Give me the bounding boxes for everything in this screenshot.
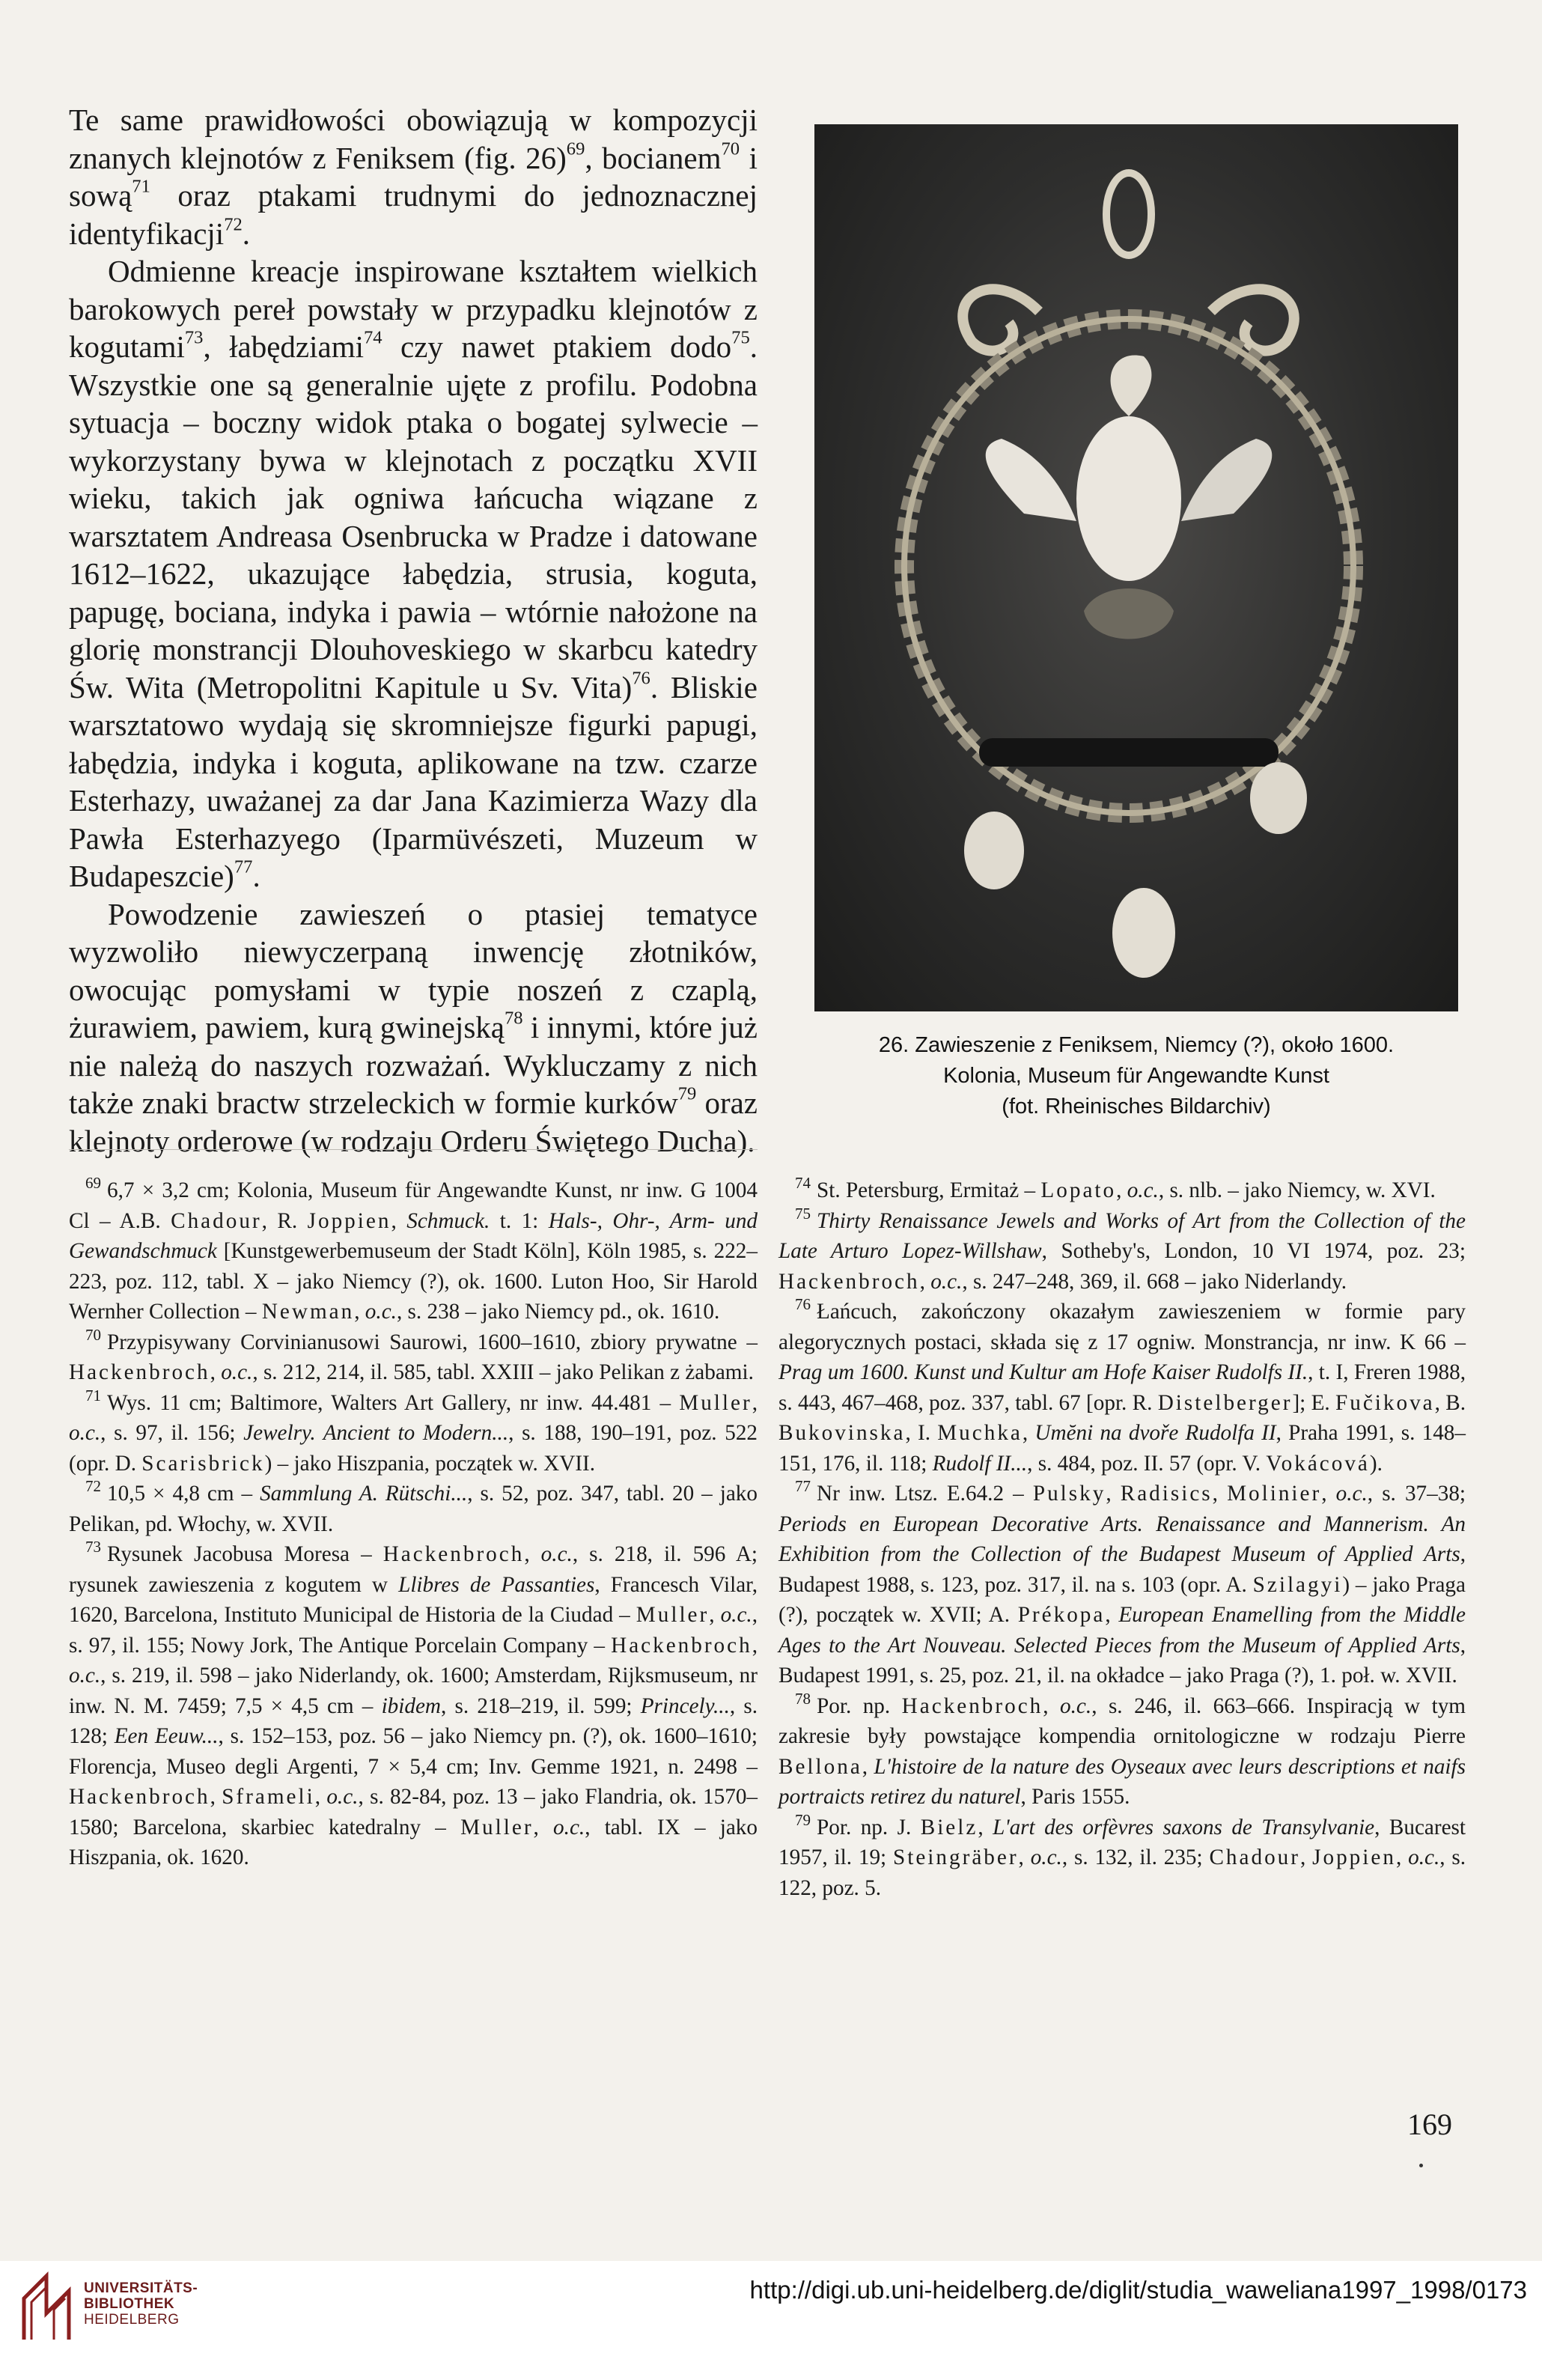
- text-run: , s. 238 – jako Niemcy pd., ok. 1610.: [396, 1300, 720, 1324]
- main-text: [69, 101, 758, 1160]
- text-run: , tabl. IX – jako Hiszpania, ok. 1620.: [69, 1815, 758, 1869]
- author-name: Bielz: [920, 1815, 978, 1839]
- text-run: .: [252, 859, 260, 893]
- footnote-number: 74: [795, 1174, 811, 1193]
- text-run: ).: [1369, 1451, 1383, 1476]
- text-run: , łabędziami: [203, 329, 364, 364]
- text-run: Wys. 11 cm; Baltimore, Walters Art Gallery, nr inw. 44.481 –: [107, 1390, 680, 1415]
- italic-title: L'histoire de la nature des Oyseaux avec leurs descriptions et naifs portraicts retirez du naturel: [778, 1754, 1466, 1809]
- author-name: Bellona: [778, 1754, 862, 1779]
- text-run: ,: [210, 1785, 222, 1809]
- text-run: , R.: [261, 1208, 308, 1233]
- author-name: Hackenbroch: [611, 1633, 752, 1658]
- text-run: 10,5 × 4,8 cm –: [107, 1482, 260, 1506]
- text-run: t. 1:: [490, 1208, 549, 1233]
- footnote-number: 79: [795, 1810, 811, 1829]
- author-name: Scarisbrick: [141, 1451, 265, 1476]
- library-name: [84, 2280, 198, 2328]
- author-name: Muller: [636, 1603, 710, 1627]
- italic-title: Schmuck.: [406, 1208, 490, 1233]
- text-run: ,: [978, 1815, 993, 1839]
- italic-title: o.c.: [1127, 1178, 1159, 1202]
- footnote: [778, 1206, 1466, 1297]
- footnotes-right-column: [778, 1175, 1466, 1903]
- page-number: 169: [1407, 2107, 1452, 2141]
- footnote: [778, 1691, 1466, 1813]
- footnote-number: 70: [85, 1325, 102, 1344]
- italic-title: o.c.: [1030, 1845, 1062, 1869]
- italic-title: Princely...: [640, 1693, 730, 1718]
- text-run: .: [242, 216, 251, 251]
- author-name: Fučikova: [1335, 1390, 1435, 1415]
- italic-title: o.c.: [1335, 1482, 1368, 1506]
- italic-title: o.c.: [930, 1269, 963, 1294]
- footnote-number: 75: [795, 1204, 811, 1223]
- text-run: Przypisywany Corvinianusowi Saurowi, 1600–1610, zbiory prywatne –: [107, 1330, 758, 1354]
- author-name: Sframeli: [222, 1785, 315, 1809]
- footnote: [778, 1175, 1466, 1206]
- italic-title: European Enamelling from the Middle Ages to the Art Nouveau. Selected Pieces from the Museum of Applied Arts: [778, 1603, 1466, 1658]
- text-run: Nr inw. Ltsz. E.64.2 –: [817, 1482, 1033, 1506]
- caption-line-3: (fot. Rheinisches Bildarchiv): [1002, 1095, 1271, 1119]
- text-run: Por. np.: [817, 1693, 902, 1718]
- footnote: [69, 1327, 758, 1388]
- figure-caption: [814, 1030, 1458, 1122]
- text-run: Łańcuch, zakończony okazałym zawieszeniem w formie pary alegorycznych postaci, składa się z 17 ogniw. Monstrancja, nr inw. K 66 –: [778, 1300, 1466, 1354]
- italic-title: Een Eeuw...: [114, 1724, 219, 1748]
- footnote-number: 73: [85, 1538, 102, 1556]
- text-run: ,: [1106, 1482, 1121, 1506]
- author-name: Steingräber: [893, 1845, 1019, 1869]
- author-name: Szilagyi: [1252, 1572, 1343, 1597]
- author-name: Chadour: [171, 1208, 262, 1233]
- text-run: , Francesch Vilar, 1620, Barcelona, Instituto Municipal de Historia de la Ciudad –: [69, 1572, 758, 1627]
- author-name: Vokácová: [1266, 1451, 1370, 1476]
- footnote-reference: 73: [184, 327, 204, 348]
- author-name: Hackenbroch: [69, 1785, 210, 1809]
- footnote-number: 69: [85, 1174, 102, 1193]
- italic-title: L'art des orfèvres saxons de Transylvanie: [993, 1815, 1375, 1839]
- italic-title: o.c.: [326, 1785, 359, 1809]
- text-run: i sową: [69, 140, 758, 213]
- text-run: ) – jako Praga (?), początek w. XVII; A.: [778, 1572, 1466, 1627]
- text-run: Powodzenie zawieszeń o ptasiej tematyce wyzwoliło niewyczerpaną inwencję złotników, owocując pomysłami w typie noszeń z czaplą, żurawiem, pawiem, kurą gwinejską: [69, 896, 758, 1044]
- text-run: ,: [752, 1390, 758, 1415]
- text-run: , s. 218–219, il. 599;: [441, 1693, 641, 1718]
- text-run: , s. 152–153, poz. 56 – jako Niemcy pn. (?), ok. 1600–1610; Florencja, Museo degli Argenti, 7 × 5,4 cm; Inv. Gemme 1921, n. 2498 –: [69, 1724, 758, 1779]
- text-run: , s. 52, poz. 347, tabl. 20 – jako Pelikan, pd. Włochy, w. XVII.: [69, 1482, 758, 1536]
- italic-title: Rudolf II...: [932, 1451, 1028, 1476]
- text-run: , Bucarest 1957, il. 19;: [778, 1815, 1466, 1869]
- phoenix-pendant-image: [814, 124, 1458, 1011]
- italic-title: ibidem: [381, 1693, 442, 1718]
- text-run: ,: [1395, 1845, 1409, 1869]
- footnote-number: 71: [85, 1386, 102, 1404]
- footnote-number: 77: [795, 1477, 811, 1496]
- source-url-link[interactable]: http://digi.ub.uni-heidelberg.de/diglit/studia_waweliana1997_1998/0173: [749, 2276, 1527, 2304]
- italic-title: Prag um 1600. Kunst und Kultur am Hofe Kaiser Rudolfs II.: [778, 1360, 1308, 1384]
- text-run: , bocianem: [585, 140, 722, 175]
- footnote-reference: 77: [234, 856, 253, 877]
- author-name: Joppien: [307, 1208, 391, 1233]
- text-run: St. Petersburg, Ermitaż –: [817, 1178, 1041, 1202]
- author-name: Muller: [460, 1815, 534, 1839]
- footnote-reference: 71: [132, 176, 150, 197]
- university-library-logo-icon: [16, 2268, 75, 2343]
- text-run: , s. 218, il. 596 A; rysunek zawieszenia z kogutem w: [69, 1542, 758, 1597]
- text-run: ,: [1022, 1421, 1035, 1445]
- text-run: oraz ptakami trudnymi do jednoznacznej identyfikacji: [69, 178, 758, 251]
- text-run: ]; E.: [1292, 1390, 1336, 1415]
- footnote-reference: 74: [364, 327, 383, 348]
- text-run: ,: [1321, 1482, 1336, 1506]
- author-name: Distelberger: [1157, 1390, 1293, 1415]
- text-run: , s. nlb. – jako Niemcy, w. XVI.: [1158, 1178, 1436, 1202]
- footnote-reference: 76: [632, 668, 650, 689]
- text-run: Odmienne kreacje inspirowane kształtem wielkich barokowych pereł powstały w przypadku klejnotów z kogutami: [69, 254, 758, 364]
- text-run: ,: [391, 1208, 407, 1233]
- text-run: , s. 97, il. 155; Nowy Jork, The Antique Porcelain Company –: [69, 1603, 758, 1658]
- text-run: , I.: [905, 1421, 938, 1445]
- text-run: czy nawet ptakiem dodo: [382, 329, 732, 364]
- text-run: , s. 132, il. 235;: [1061, 1845, 1210, 1869]
- text-run: , s. 128;: [69, 1693, 758, 1748]
- text-run: ,: [1300, 1845, 1313, 1869]
- text-run: ,: [1043, 1693, 1061, 1718]
- italic-title: o.c.: [69, 1421, 101, 1445]
- text-run: ,: [1105, 1603, 1119, 1627]
- library-name-line-3: HEIDELBERG: [84, 2312, 180, 2328]
- author-name: Joppien: [1312, 1845, 1396, 1869]
- author-name: Muller: [679, 1390, 752, 1415]
- text-run: ,: [1018, 1845, 1031, 1869]
- italic-title: Sammlung A. Rütschi...: [260, 1482, 468, 1506]
- footnote-number: 78: [795, 1689, 811, 1708]
- text-run: , s. 82-84, poz. 13 – jako Flandria, ok. 1570–1580; Barcelona, skarbiec katedralny –: [69, 1785, 758, 1839]
- footnote: [69, 1479, 758, 1539]
- footnote-number: 76: [795, 1295, 811, 1314]
- text-run: , Praha 1991, s. 148–151, 176, il. 118;: [778, 1421, 1466, 1476]
- footnote-reference: 75: [731, 327, 750, 348]
- page-dot: [1419, 2164, 1423, 2167]
- caption-line-1: 26. Zawieszenie z Feniksem, Niemcy (?), około 1600.: [878, 1033, 1395, 1057]
- footnote-reference: 78: [504, 1008, 523, 1029]
- text-run: Rysunek Jacobusa Moresa –: [107, 1542, 383, 1566]
- footnote: [778, 1479, 1466, 1691]
- text-run: ,: [314, 1785, 327, 1809]
- footnote-reference: 72: [224, 214, 243, 235]
- italic-title: o.c.: [553, 1815, 585, 1839]
- text-run: , Sotheby's, London, 10 VI 1974, poz. 23;: [1041, 1239, 1466, 1263]
- footnote-reference: 69: [566, 139, 585, 159]
- pendant-photograph: [814, 124, 1458, 1011]
- library-name-line-2: BIBLIOTHEK: [84, 2296, 175, 2312]
- text-run: ,: [752, 1633, 758, 1658]
- footnotes-left-column: [69, 1175, 758, 1873]
- author-name: Lopato: [1040, 1178, 1117, 1202]
- footnote: [69, 1539, 758, 1873]
- text-run: ,: [354, 1300, 365, 1324]
- text-run: , s. 37–38;: [1367, 1482, 1466, 1506]
- text-run: Por. np. J.: [817, 1815, 921, 1839]
- text-run: ) – jako Hiszpania, początek w. XVII.: [264, 1451, 596, 1476]
- italic-title: Llibres de Passanties: [398, 1572, 595, 1597]
- text-run: , Budapest 1991, s. 25, poz. 21, il. na okładce – jako Praga (?), 1. poł. w. XVII.: [778, 1633, 1466, 1687]
- italic-title: Periods en European Decorative Arts. Renaissance and Mannerism. An Exhibition from the Collection of the Budapest Museum of Applied Arts: [778, 1512, 1466, 1566]
- text-run: , s. 122, poz. 5.: [778, 1845, 1466, 1900]
- author-name: Pulsky: [1032, 1482, 1106, 1506]
- author-name: Muchka: [937, 1421, 1023, 1445]
- footnote: [69, 1175, 758, 1327]
- author-name: Hackenbroch: [69, 1360, 210, 1384]
- footnote-number: 72: [85, 1477, 102, 1496]
- library-name-line-1: UNIVERSITÄTS-: [84, 2280, 198, 2296]
- italic-title: o.c.: [540, 1542, 573, 1566]
- text-run: Te same prawidłowości obowiązują w kompozycji znanych klejnotów z Feniksem (fig. 26): [69, 103, 758, 175]
- text-run: , s. 219, il. 598 – jako Niderlandy, ok. 1600; Amsterdam, Rijksmuseum, nr inw. N. M. 7459; 7,5 × 4,5 cm –: [69, 1664, 758, 1718]
- author-name: Hackenbroch: [383, 1542, 525, 1566]
- text-run: , s. 484, poz. II. 57 (opr. V.: [1027, 1451, 1267, 1476]
- text-run: , s. 188, 190–191, poz. 522 (opr. D.: [69, 1421, 758, 1476]
- text-run: [Kunstgewerbemuseum der Stadt Köln], Köln 1985, s. 222–223, poz. 112, tabl. X – jako Niemcy (?), ok. 1600. Luton Hoo, Sir Harold Wernher Collection –: [69, 1239, 758, 1324]
- footnote-reference: 79: [677, 1083, 697, 1104]
- footnote: [69, 1388, 758, 1479]
- italic-title: o.c.: [1060, 1693, 1092, 1718]
- italic-title: o.c.: [1408, 1845, 1440, 1869]
- text-run: ,: [524, 1542, 541, 1566]
- author-name: Radisics: [1120, 1482, 1213, 1506]
- text-run: 6,7 × 3,2 cm; Kolonia, Museum für Angewandte Kunst, nr inw. G 1004 Cl – A.B.: [69, 1178, 758, 1233]
- text-run: ,: [210, 1360, 222, 1384]
- italic-title: Thirty Renaissance Jewels and Works of Art from the Collection of the Late Arturo Lopez-Willshaw: [778, 1208, 1466, 1263]
- footnote: [778, 1297, 1466, 1479]
- author-name: Molinier: [1227, 1482, 1322, 1506]
- text-run: , s. 97, il. 156;: [100, 1421, 244, 1445]
- text-run: , s. 247–248, 369, il. 668 – jako Niderlandy.: [962, 1269, 1347, 1294]
- italic-title: Umĕni na dvoře Rudolfa II: [1034, 1421, 1276, 1445]
- text-run: ,: [533, 1815, 554, 1839]
- text-run: , Budapest 1988, s. 123, poz. 317, il. na s. 103 (opr. A.: [778, 1542, 1466, 1597]
- italic-title: o.c.: [69, 1664, 101, 1687]
- body-paragraph: [69, 252, 758, 895]
- text-run: oraz klejnoty orderowe (w rodzaju Orderu Świętego Ducha).: [69, 1086, 758, 1158]
- text-run: i innymi, które już nie należą do naszych rozważań. Wykluczamy z nich także znaki bractw strzeleckich w formie kurków: [69, 1010, 758, 1120]
- italic-title: o.c.: [365, 1300, 397, 1324]
- author-name: Chadour: [1209, 1845, 1300, 1869]
- author-name: Bukovinska: [778, 1421, 906, 1445]
- text-run: . Wszystkie one są generalnie ujęte z profilu. Podobna sytuacja – boczny widok ptaka o bogatej sylwecie – wykorzystany bywa w klejnotach z początku XVII wieku, takich jak ogniwa łańcucha wiązane z warsztatem Andreasa Osenbrucka w Pradze i datowane 1612–1622, ukazujące łabędzia, strusia, koguta, papugę, bociana, indyka i pawia – wtórnie nałożone na glorię monstrancji Dlouhoveskiego w skarbcu katedry Św. Wita (Metropolitni Kapitule u Sv. Vita): [69, 329, 758, 704]
- italic-title: Hals-, Ohr-, Arm- und Gewandschmuck: [69, 1208, 758, 1263]
- text-run: ,: [862, 1754, 874, 1779]
- text-run: ,: [1116, 1178, 1127, 1202]
- text-run: , B.: [1434, 1390, 1466, 1415]
- text-run: ,: [919, 1269, 931, 1294]
- italic-title: o.c.: [720, 1603, 752, 1627]
- text-run: ,: [709, 1603, 721, 1627]
- text-run: , Paris 1555.: [1020, 1785, 1130, 1809]
- italic-title: Jewelry. Ancient to Modern...: [243, 1421, 509, 1445]
- footnote-divider: [69, 1149, 758, 1150]
- footnote-reference: 70: [721, 139, 740, 159]
- author-name: Prékopa: [1017, 1603, 1106, 1627]
- author-name: Hackenbroch: [901, 1693, 1043, 1718]
- author-name: Hackenbroch: [778, 1269, 920, 1294]
- caption-line-2: Kolonia, Museum für Angewandte Kunst: [943, 1064, 1329, 1088]
- italic-title: o.c.: [221, 1360, 253, 1384]
- text-run: , s. 246, il. 663–666. Inspiracją w tym zakresie były powstające kompendia ornitologiczne w rodzaju Pierre: [778, 1693, 1466, 1748]
- footnote: [778, 1810, 1466, 1904]
- text-run: , t. I, Freren 1988, s. 443, 467–468, poz. 337, tabl. 67 [opr. R.: [778, 1360, 1466, 1415]
- text-run: , s. 212, 214, il. 585, tabl. XXIII – jako Pelikan z żabami.: [252, 1360, 754, 1384]
- body-paragraph: [69, 895, 758, 1160]
- text-run: ,: [1212, 1482, 1228, 1506]
- body-paragraph: [69, 101, 758, 252]
- text-run: . Bliskie warsztatowo wydają się skromniejsze figurki papugi, łabędzia, indyka i koguta, aplikowane na tzw. czarze Esterhazy, uważanej za dar Jana Kazimierza Wazy dla Pawła Esterhazyego (Iparmüvészeti, Muzeum w Budapeszcie): [69, 669, 758, 893]
- author-name: Newman: [261, 1300, 355, 1324]
